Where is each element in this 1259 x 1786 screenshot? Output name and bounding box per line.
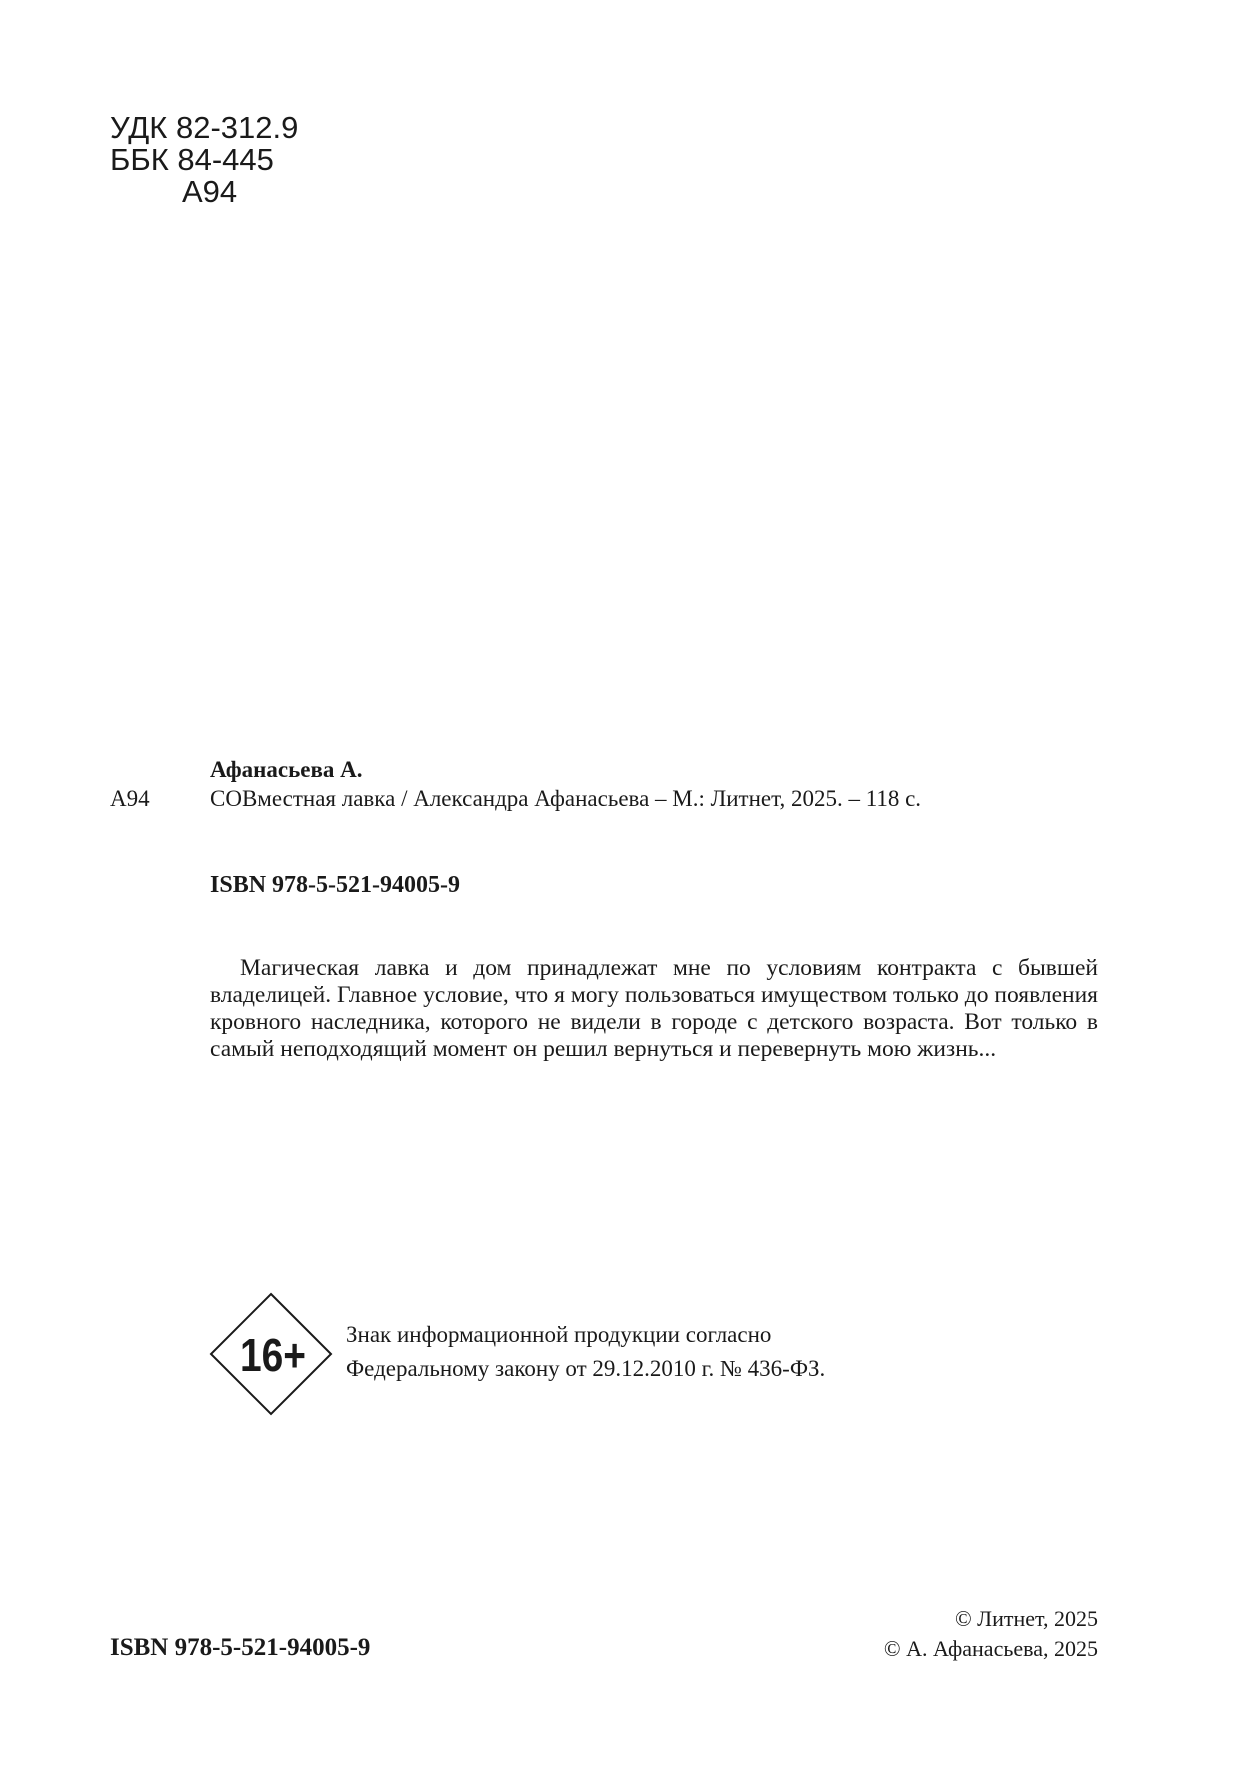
bibliographic-description: СОВместная лавка / Александра Афанасьева – М.: Литнет, 2025. – 118 с.	[210, 786, 922, 811]
classification-block	[110, 112, 298, 208]
author-mark-code: А94	[182, 174, 238, 209]
footer-isbn: ISBN 978-5-521-94005-9	[110, 1634, 371, 1661]
copyright-author: © А. Афанасьева, 2025	[883, 1636, 1098, 1661]
copyright-publisher: © Литнет, 2025	[954, 1606, 1098, 1631]
copyright-block	[884, 1604, 1098, 1664]
age-rating-sign	[209, 1292, 333, 1416]
shelf-code: А94	[110, 786, 150, 811]
age-rating-notice	[346, 1318, 825, 1386]
udk-code: УДК 82-312.9	[110, 110, 299, 145]
annotation: Магическая лавка и дом принадлежат мне по условиям контракта с бывшей владелицей. Главное условие, что я могу пользоваться имуществом только до появления кровного наследника, которого не видели в городе с детского возраста. Вот только в самый неподходящий момент он решил вернуться и перевернуть мою жизнь...	[210, 955, 1098, 1062]
diamond-icon	[209, 1292, 333, 1416]
isbn: ISBN 978-5-521-94005-9	[210, 872, 460, 898]
age-notice-line-1: Знак информационной продукции согласно	[346, 1322, 772, 1347]
author-name: Афанасьева А.	[210, 757, 363, 782]
age-rating-label: 16+	[240, 1329, 306, 1381]
age-notice-line-2: Федеральному закону от 29.12.2010 г. № 436-ФЗ.	[346, 1356, 826, 1381]
bbk-code: ББК 84-445	[110, 142, 274, 177]
